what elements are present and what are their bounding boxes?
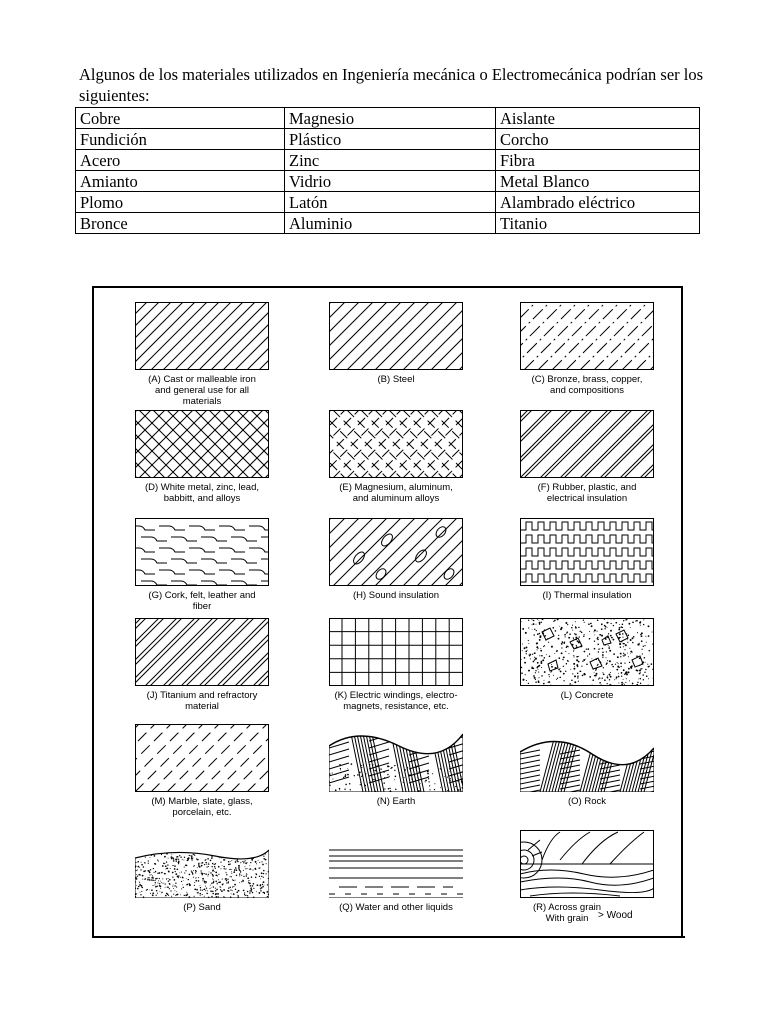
cell-c (482, 302, 672, 410)
cell-h (291, 518, 481, 626)
swatch-water (329, 830, 463, 898)
swatch-thermal-insulation (520, 518, 654, 586)
table-cell: Fibra (496, 150, 700, 171)
caption-i: (I) Thermal insulation (542, 590, 632, 601)
caption-h: (H) Sound insulation (352, 590, 440, 601)
table-cell: Latón (285, 192, 496, 213)
table-cell: Magnesio (285, 108, 496, 129)
swatch-earth (329, 724, 463, 792)
swatch-steel (329, 302, 463, 370)
table-row (76, 192, 700, 213)
cell-a (97, 302, 287, 410)
caption-f: (F) Rubber, plastic, and electrical insulation (537, 482, 637, 504)
table-cell: Fundición (76, 129, 285, 150)
caption-k: (K) Electric windings, electro- magnets, resistance, etc. (334, 690, 458, 712)
figure-bottom-rule (92, 936, 685, 938)
swatch-bronze (520, 302, 654, 370)
swatch-sand (135, 830, 269, 898)
cell-m (97, 724, 287, 832)
table-row (76, 171, 700, 192)
cell-i (482, 518, 672, 626)
cell-d (97, 410, 287, 518)
cell-q (291, 830, 481, 938)
caption-d: (D) White metal, zinc, lead, babbitt, and alloys (144, 482, 260, 504)
table-row (76, 213, 700, 234)
swatch-concrete (520, 618, 654, 686)
section-lining-figure (92, 286, 683, 938)
table-cell: Amianto (76, 171, 285, 192)
intro-text: Algunos de los materiales utilizados en Ingeniería mecánica o Electromecánica podrían ser los siguientes: (79, 65, 704, 105)
table-row (76, 108, 700, 129)
caption-p: (P) Sand (183, 902, 221, 913)
caption-l: (L) Concrete (560, 690, 614, 701)
swatch-electric-windings (329, 618, 463, 686)
table-cell: Zinc (285, 150, 496, 171)
table-cell: Titanio (496, 213, 700, 234)
caption-r: (R) Across grain With grain (532, 902, 602, 924)
caption-g: (G) Cork, felt, leather and fiber (148, 590, 256, 612)
swatch-marble (135, 724, 269, 792)
caption-e: (E) Magnesium, aluminum, and aluminum alloys (339, 482, 453, 504)
cell-n (291, 724, 481, 832)
materials-table (75, 107, 700, 234)
swatch-white-metal (135, 410, 269, 478)
cell-e (291, 410, 481, 518)
caption-b: (B) Steel (377, 374, 415, 385)
caption-c: (C) Bronze, brass, copper, and compositions (531, 374, 643, 396)
swatch-cast-iron (135, 302, 269, 370)
swatch-cork (135, 518, 269, 586)
swatch-titanium (135, 618, 269, 686)
caption-a: (A) Cast or malleable iron and general use for all materials (148, 374, 256, 407)
cell-b (291, 302, 481, 410)
swatch-wood (520, 830, 654, 898)
table-cell: Alambrado eléctrico (496, 192, 700, 213)
wood-label: > Wood (598, 910, 633, 921)
swatch-rock (520, 724, 654, 792)
caption-m: (M) Marble, slate, glass, porcelain, etc. (151, 796, 253, 818)
table-cell: Aislante (496, 108, 700, 129)
caption-j: (J) Titanium and refractory material (146, 690, 258, 712)
table-cell: Cobre (76, 108, 285, 129)
caption-n: (N) Earth (376, 796, 416, 807)
table-cell: Aluminio (285, 213, 496, 234)
cell-g (97, 518, 287, 626)
table-cell: Corcho (496, 129, 700, 150)
table-cell: Metal Blanco (496, 171, 700, 192)
caption-q: (Q) Water and other liquids (339, 902, 453, 913)
cell-o (482, 724, 672, 832)
cell-l (482, 618, 672, 726)
table-cell: Plástico (285, 129, 496, 150)
table-row (76, 150, 700, 171)
cell-f (482, 410, 672, 518)
table-cell: Plomo (76, 192, 285, 213)
cell-k (291, 618, 481, 726)
swatch-sound-insulation (329, 518, 463, 586)
table-cell: Bronce (76, 213, 285, 234)
caption-o: (O) Rock (568, 796, 606, 807)
swatch-magnesium (329, 410, 463, 478)
swatch-rubber (520, 410, 654, 478)
table-cell: Acero (76, 150, 285, 171)
table-cell: Vidrio (285, 171, 496, 192)
cell-r (482, 830, 672, 938)
cell-p (97, 830, 287, 938)
cell-j (97, 618, 287, 726)
table-row (76, 129, 700, 150)
